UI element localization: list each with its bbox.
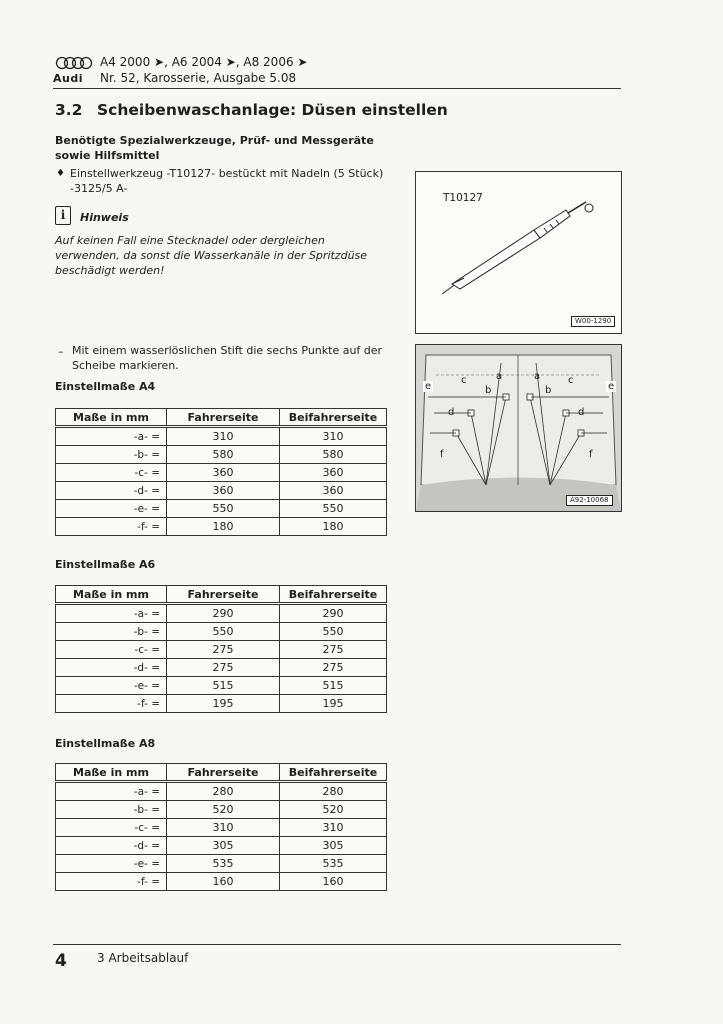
footer-chapter: 3 Arbeitsablauf — [97, 951, 189, 965]
column-header: Beifahrerseite — [280, 409, 387, 427]
table-row — [56, 500, 387, 518]
passenger-value: 195 — [280, 695, 387, 713]
driver-value: 195 — [167, 695, 280, 713]
passenger-value: 360 — [280, 482, 387, 500]
driver-value: 550 — [167, 623, 280, 641]
passenger-value: 305 — [280, 837, 387, 855]
measure-label: -b- = — [56, 446, 167, 464]
measure-label: -c- = — [56, 464, 167, 482]
table-row — [56, 837, 387, 855]
passenger-value: 275 — [280, 659, 387, 677]
column-header: Fahrerseite — [167, 586, 280, 604]
label-b-left: b — [485, 385, 492, 396]
passenger-value: 275 — [280, 641, 387, 659]
passenger-value: 515 — [280, 677, 387, 695]
driver-value: 160 — [167, 873, 280, 891]
measure-label: -e- = — [56, 500, 167, 518]
measure-label: -d- = — [56, 482, 167, 500]
label-d-right: d — [578, 407, 585, 418]
table-a4-title: Einstellmaße A4 — [55, 380, 156, 393]
table-row — [56, 677, 387, 695]
driver-value: 305 — [167, 837, 280, 855]
label-e-left: e — [425, 381, 432, 392]
column-header: Beifahrerseite — [280, 764, 387, 782]
driver-value: 290 — [167, 604, 280, 623]
label-a-right: a — [534, 371, 541, 382]
driver-value: 275 — [167, 641, 280, 659]
measure-label: -f- = — [56, 873, 167, 891]
passenger-value: 580 — [280, 446, 387, 464]
table-row — [56, 801, 387, 819]
passenger-value: 280 — [280, 782, 387, 801]
tool-figure — [415, 171, 622, 334]
label-b-right: b — [545, 385, 552, 396]
driver-value: 520 — [167, 801, 280, 819]
measure-label: -b- = — [56, 801, 167, 819]
driver-value: 550 — [167, 500, 280, 518]
driver-value: 360 — [167, 482, 280, 500]
section-number: 3.2 — [55, 101, 83, 119]
table-row — [56, 659, 387, 677]
column-header: Maße in mm — [56, 586, 167, 604]
measure-label: -b- = — [56, 623, 167, 641]
measure-label: -d- = — [56, 837, 167, 855]
note-text: Auf keinen Fall eine Stecknadel oder dergleichen verwenden, da sonst die Wasserkanäle in der Spritzdüse beschädigt werden! — [55, 234, 368, 277]
passenger-value: 290 — [280, 604, 387, 623]
driver-value: 280 — [167, 782, 280, 801]
measure-label: -a- = — [56, 782, 167, 801]
requirements-heading: Benötigte Spezialwerkzeuge, Prüf- und Messgeräte sowie Hilfsmittel — [55, 134, 374, 162]
table-row — [56, 427, 387, 446]
table-row — [56, 604, 387, 623]
passenger-value: 360 — [280, 464, 387, 482]
section-title — [55, 101, 448, 119]
header-edition: Nr. 52, Karosserie, Ausgabe 5.08 — [100, 71, 297, 85]
table-row — [56, 819, 387, 837]
section-title-text: Scheibenwaschanlage: Düsen einstellen — [97, 101, 448, 119]
column-header: Fahrerseite — [167, 409, 280, 427]
measure-label: -e- = — [56, 677, 167, 695]
measure-label: -c- = — [56, 641, 167, 659]
table-row — [56, 782, 387, 801]
column-header: Maße in mm — [56, 409, 167, 427]
table-a8-title: Einstellmaße A8 — [55, 737, 156, 750]
label-d-left: d — [448, 407, 455, 418]
page-number: 4 — [55, 951, 67, 971]
table-row — [56, 855, 387, 873]
driver-value: 535 — [167, 855, 280, 873]
table-row — [56, 482, 387, 500]
passenger-value: 310 — [280, 819, 387, 837]
table-a4 — [55, 408, 387, 536]
table-a6-title: Einstellmaße A6 — [55, 558, 156, 571]
tool-label: T10127 — [443, 192, 483, 204]
driver-value: 275 — [167, 659, 280, 677]
table-row — [56, 873, 387, 891]
measure-label: -d- = — [56, 659, 167, 677]
requirements-item: Einstellwerkzeug -T10127- bestückt mit Nadeln (5 Stück) -3125/5 A- — [70, 167, 384, 195]
passenger-value: 160 — [280, 873, 387, 891]
label-e-right: e — [608, 381, 615, 392]
label-f-right: f — [589, 449, 593, 460]
measure-label: -e- = — [56, 855, 167, 873]
footer-rule — [53, 944, 621, 945]
driver-value: 580 — [167, 446, 280, 464]
measure-label: -a- = — [56, 604, 167, 623]
column-header: Fahrerseite — [167, 764, 280, 782]
bullet-icon: ♦ — [56, 168, 65, 179]
label-f-left: f — [440, 449, 444, 460]
step-dash: – — [58, 345, 64, 358]
info-icon: i — [55, 206, 71, 225]
passenger-value: 310 — [280, 427, 387, 446]
driver-value: 515 — [167, 677, 280, 695]
tool-figure-ref: W00-1290 — [571, 316, 615, 327]
column-header: Maße in mm — [56, 764, 167, 782]
table-row — [56, 641, 387, 659]
table-a8 — [55, 763, 387, 891]
column-header: Beifahrerseite — [280, 586, 387, 604]
table-row — [56, 464, 387, 482]
table-row — [56, 623, 387, 641]
windshield-figure-ref: A92-10068 — [566, 495, 613, 506]
measure-label: -a- = — [56, 427, 167, 446]
driver-value: 360 — [167, 464, 280, 482]
note-label: Hinweis — [80, 211, 129, 224]
step-text: Mit einem wasserlöslichen Stift die sechs Punkte auf der Scheibe markieren. — [72, 344, 383, 372]
measure-label: -f- = — [56, 518, 167, 536]
table-a6 — [55, 585, 387, 713]
table-row — [56, 446, 387, 464]
driver-value: 310 — [167, 819, 280, 837]
brand-name: Audi — [53, 72, 83, 85]
table-row — [56, 518, 387, 536]
header-models: A4 2000 ➤, A6 2004 ➤, A8 2006 ➤ — [100, 55, 308, 69]
audi-rings-logo — [55, 56, 93, 70]
measure-label: -f- = — [56, 695, 167, 713]
label-c-right: c — [568, 375, 574, 386]
label-c-left: c — [461, 375, 467, 386]
windshield-figure — [415, 344, 622, 512]
header-rule — [53, 88, 621, 89]
passenger-value: 550 — [280, 623, 387, 641]
passenger-value: 550 — [280, 500, 387, 518]
label-a-left: a — [496, 371, 503, 382]
driver-value: 310 — [167, 427, 280, 446]
driver-value: 180 — [167, 518, 280, 536]
passenger-value: 180 — [280, 518, 387, 536]
passenger-value: 535 — [280, 855, 387, 873]
measure-label: -c- = — [56, 819, 167, 837]
passenger-value: 520 — [280, 801, 387, 819]
table-row — [56, 695, 387, 713]
windshield-drawing — [416, 345, 621, 511]
